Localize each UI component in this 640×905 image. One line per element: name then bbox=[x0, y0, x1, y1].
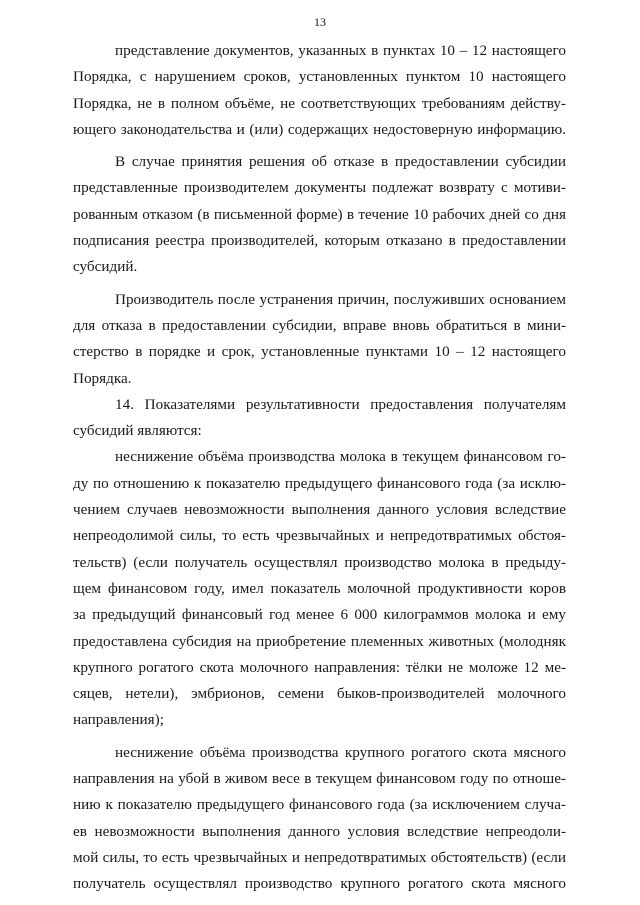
paragraph bbox=[73, 287, 566, 392]
text-line: крупного рогатого скота молочного направления: тёлки не моложе 12 ме- bbox=[73, 658, 566, 676]
text-line: 14. Показателями результативности предоставления получателям bbox=[115, 395, 566, 413]
page-number: 13 bbox=[314, 15, 326, 29]
text-line: ев невозможности выполнения данного условия вследствие непреодоли- bbox=[73, 822, 566, 840]
document-body bbox=[73, 38, 566, 898]
text-line: сяцев, нетели), эмбрионов, семени быков-производителей молочного bbox=[73, 685, 566, 703]
text-line: непреодолимой силы, то есть чрезвычайных и непредотвратимых обстоя- bbox=[73, 527, 566, 545]
text-line: Порядка, с нарушением сроков, установленных пунктом 10 настоящего bbox=[73, 68, 566, 86]
text-line: представление документов, указанных в пунктах 10 – 12 настоящего bbox=[115, 42, 566, 59]
text-line: направления на убой в живом весе в текущем финансовом году по отноше- bbox=[73, 770, 566, 788]
text-line: для отказа в предоставлении субсидии, вправе вновь обратиться в мини- bbox=[73, 316, 566, 334]
text-line: мой силы, то есть чрезвычайных и непредотвратимых обстоятельств) (если bbox=[73, 848, 566, 866]
paragraph bbox=[73, 38, 566, 143]
paragraph bbox=[73, 444, 566, 733]
text-line: за предыдущий финансовый год менее 6 000 килограммов молока и ему bbox=[73, 606, 566, 624]
text-line: тельств) (если получатель осуществлял производство молока в предыду- bbox=[73, 553, 566, 571]
text-line: направления); bbox=[73, 711, 164, 729]
paragraph bbox=[73, 149, 566, 280]
text-line: Порядка, не в полном объёме, не соответствующих требованиям действу- bbox=[73, 94, 566, 112]
text-line: чением случаев невозможности выполнения данного условия вследствие bbox=[73, 501, 566, 519]
text-line: ду по отношению к показателю предыдущего финансового года (за исклю- bbox=[73, 474, 566, 492]
text-line: субсидий. bbox=[73, 258, 138, 276]
text-line: ющего законодательства и (или) содержащих недостоверную информацию. bbox=[73, 120, 566, 138]
text-line: стерство в порядке и срок, установленные пунктами 10 – 12 настоящего bbox=[73, 343, 566, 361]
text-line: Производитель после устранения причин, послуживших основанием bbox=[115, 290, 566, 308]
text-line: нию к показателю предыдущего финансового года (за исключением случа- bbox=[73, 796, 566, 814]
text-line: неснижение объёма производства крупного рогатого скота мясного bbox=[115, 743, 566, 761]
text-line: субсидий являются: bbox=[73, 422, 202, 440]
text-line: неснижение объёма производства молока в текущем финансовом го- bbox=[115, 448, 566, 466]
text-line: представленные производителем документы подлежат возврату с мотиви- bbox=[73, 179, 566, 197]
text-line: получатель осуществлял производство крупного рогатого скота мясного bbox=[73, 875, 566, 893]
text-line: Порядка. bbox=[73, 369, 132, 387]
text-line: щем финансовом году, имел показатель молочной продуктивности коров bbox=[73, 579, 566, 597]
text-line: В случае принятия решения об отказе в предоставлении субсидии bbox=[115, 153, 566, 171]
text-line: подписания реестра производителей, которым отказано в предоставлении bbox=[73, 232, 566, 250]
text-line: рованным отказом (в письменной форме) в течение 10 рабочих дней со дня bbox=[73, 205, 566, 223]
text-line: предоставлена субсидия на приобретение племенных животных (молодняк bbox=[73, 632, 566, 650]
paragraph bbox=[73, 740, 566, 898]
paragraph bbox=[73, 392, 566, 445]
